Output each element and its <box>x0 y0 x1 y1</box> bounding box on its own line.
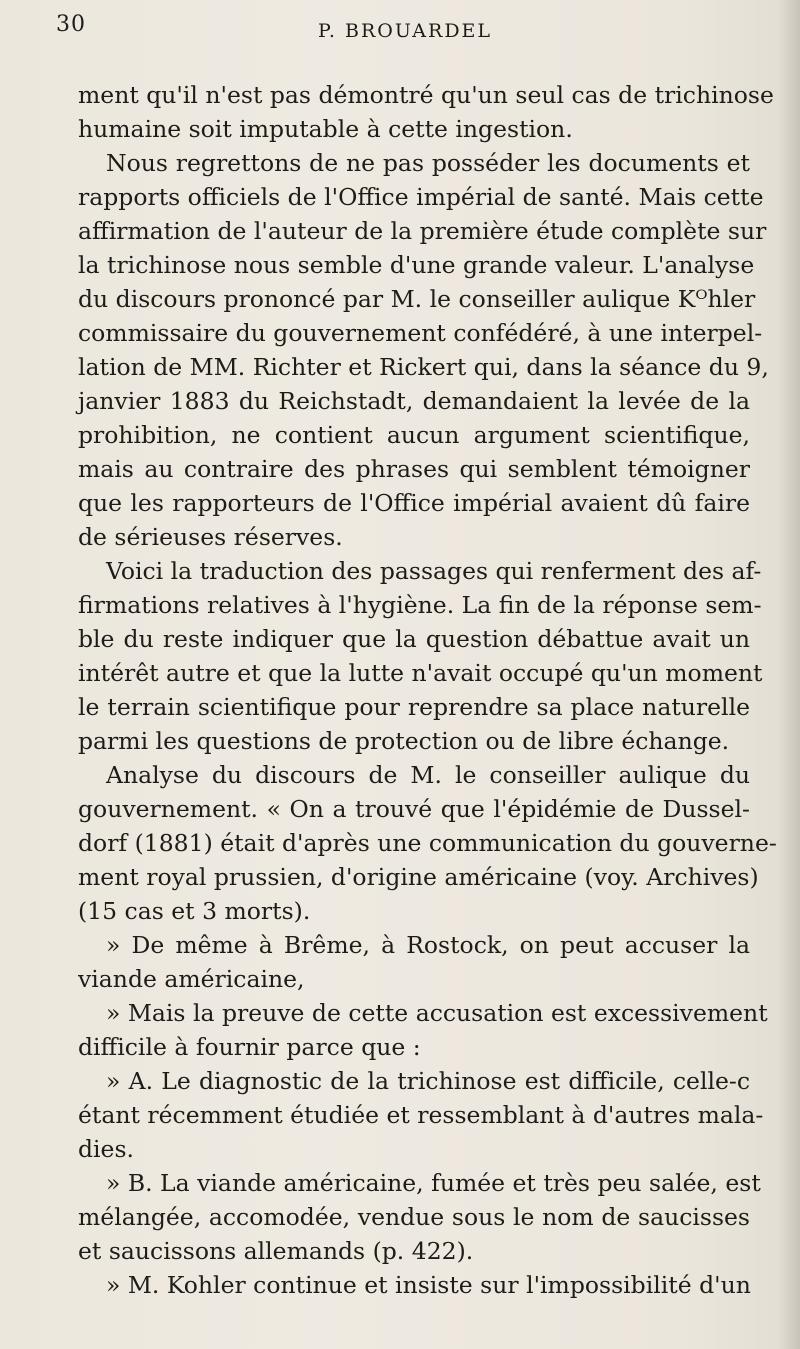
text-line: » B. La viande américaine, fumée et très peu salée, est <box>106 1169 761 1197</box>
text-line: firmations relatives à l'hygiène. La fin de la réponse sem- <box>78 591 762 619</box>
text-line: étant récemment étudiée et ressemblant à d'autres mala- <box>78 1101 764 1129</box>
text-line: » M. Kohler continue et insiste sur l'impossibilité d'un <box>106 1271 751 1299</box>
text-line: difficile à fournir parce que : <box>78 1033 421 1061</box>
text-line: » Mais la preuve de cette accusation est excessivement <box>106 999 768 1027</box>
text-line: (15 cas et 3 morts). <box>78 897 311 925</box>
text-line: viande américaine, <box>78 965 305 993</box>
text-line: ble du reste indiquer que la question débattue avait un <box>78 625 750 653</box>
body-text <box>78 78 777 1302</box>
running-title: P. BROUARDEL <box>318 20 493 42</box>
text-line: du discours prononcé par M. le conseiller aulique Kᴼhler <box>78 285 756 313</box>
text-line: ment qu'il n'est pas démontré qu'un seul cas de trichinose <box>78 81 774 109</box>
text-line: janvier 1883 du Reichstadt, demandaient la levée de la <box>78 387 750 415</box>
text-line: parmi les questions de protection ou de libre échange. <box>78 727 730 755</box>
text-line: dorf (1881) était d'après une communication du gouverne- <box>78 829 777 857</box>
text-line: que les rapporteurs de l'Office impérial avaient dû faire <box>78 489 750 517</box>
text-line: mélangée, accomodée, vendue sous le nom de saucisses <box>78 1203 750 1231</box>
text-line: Nous regrettons de ne pas posséder les documents et <box>106 149 750 177</box>
running-head <box>56 12 756 52</box>
text-line: humaine soit imputable à cette ingestion. <box>78 115 573 143</box>
text-line: » De même à Brême, à Rostock, on peut accuser la <box>106 931 750 959</box>
text-line: intérêt autre et que la lutte n'avait occupé qu'un moment <box>78 659 763 687</box>
text-line: la trichinose nous semble d'une grande valeur. L'analyse <box>78 251 755 279</box>
text-line: gouvernement. « On a trouvé que l'épidémie de Dussel- <box>78 795 750 823</box>
text-line: de sérieuses réserves. <box>78 523 343 551</box>
text-line: ment royal prussien, d'origine américaine (voy. Archives) <box>78 863 759 891</box>
text-line: le terrain scientifique pour reprendre sa place naturelle <box>78 693 750 721</box>
text-line: affirmation de l'auteur de la première étude complète sur <box>78 217 767 245</box>
text-line: dies. <box>78 1135 134 1163</box>
text-line: et saucissons allemands (p. 422). <box>78 1237 474 1265</box>
text-line: Analyse du discours de M. le conseiller aulique du <box>106 761 750 789</box>
text-line: » A. Le diagnostic de la trichinose est difficile, celle-c <box>106 1067 750 1095</box>
page-edge-shadow <box>778 0 800 1349</box>
page-number: 30 <box>56 12 86 37</box>
text-line: prohibition, ne contient aucun argument scientifique, <box>78 421 750 449</box>
text-line: mais au contraire des phrases qui semblent témoigner <box>78 455 750 483</box>
text-line: lation de MM. Richter et Rickert qui, dans la séance du 9, <box>78 353 769 381</box>
text-line: Voici la traduction des passages qui renferment des af- <box>106 557 762 585</box>
text-line: commissaire du gouvernement confédéré, à une interpel- <box>78 319 763 347</box>
text-line: rapports officiels de l'Office impérial de santé. Mais cette <box>78 183 764 211</box>
